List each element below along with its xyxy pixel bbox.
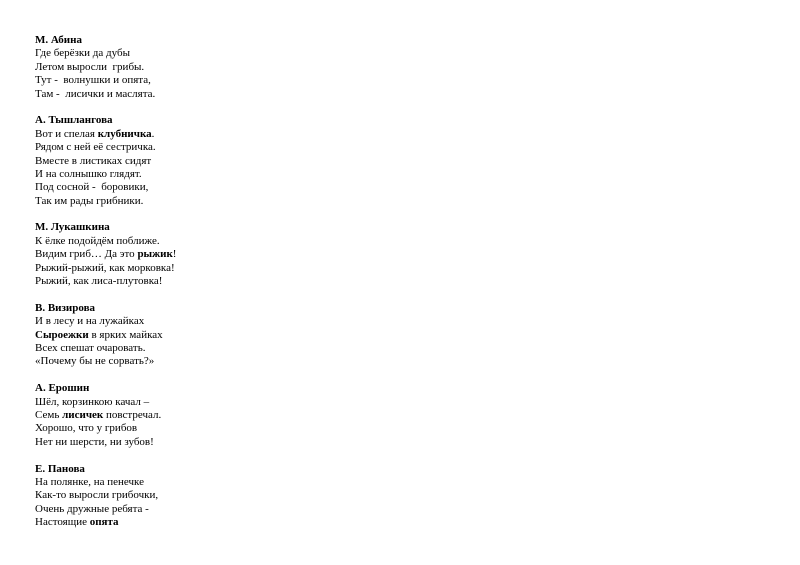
poem-stanza bbox=[35, 463, 435, 530]
poem-line bbox=[35, 195, 435, 208]
poem-text: Тут - волнушки и опята, bbox=[35, 74, 151, 87]
poem-line bbox=[35, 155, 435, 168]
poem-text: Рыжий, как лиса-плутовка! bbox=[35, 275, 163, 288]
poem-text: К ёлке подойдём поближе. bbox=[35, 234, 160, 247]
poem-line bbox=[35, 315, 435, 328]
poem-author: В. Визирова bbox=[35, 301, 96, 314]
poem-text: Всех спешат очаровать. bbox=[35, 341, 146, 354]
poem-stanza bbox=[35, 382, 435, 449]
poem-text: Летом выросли грибы. bbox=[35, 60, 145, 73]
poem-text: Настоящие bbox=[35, 516, 90, 529]
poem-line bbox=[35, 409, 435, 422]
poem-text: Нет ни шерсти, ни зубов! bbox=[35, 435, 154, 448]
poem-line bbox=[35, 181, 435, 194]
poem-author: М. Лукашкина bbox=[35, 221, 110, 234]
poem-text: «Почему бы не сорвать?» bbox=[35, 355, 155, 368]
poem-line bbox=[35, 476, 435, 489]
poem-line bbox=[35, 396, 435, 409]
poem-text: Как-то выросли грибочки, bbox=[35, 489, 159, 502]
poem-line bbox=[35, 47, 435, 60]
poem-line bbox=[35, 141, 435, 154]
poem-text: Видим гриб… Да это bbox=[35, 248, 138, 261]
poem-text: Там - лисички и маслята. bbox=[35, 87, 156, 100]
poem-author: М. Абина bbox=[35, 34, 82, 46]
poem-line bbox=[35, 422, 435, 435]
poem-text: Под сосной - боровики, bbox=[35, 181, 149, 194]
poem-text: Вместе в листиках сидят bbox=[35, 154, 152, 167]
poem-author: А. Тышлангова bbox=[35, 114, 113, 127]
poem-line bbox=[35, 355, 435, 368]
poem-line bbox=[35, 342, 435, 355]
poem-text: Шёл, корзинкою качал – bbox=[35, 395, 150, 408]
mushroom-name: опята bbox=[89, 516, 119, 529]
poem-text: в ярких майках bbox=[88, 328, 163, 341]
poem-text: Рядом с ней её сестричка. bbox=[35, 141, 156, 154]
poem-author: Е. Панова bbox=[35, 462, 85, 475]
poem-text: Семь bbox=[35, 408, 63, 421]
poem-text: И в лесу и на лужайках bbox=[35, 315, 145, 328]
poem-text: Где берёзки да дубы bbox=[35, 47, 130, 60]
poem-text: Вот и спелая bbox=[35, 127, 98, 140]
poem-line bbox=[35, 88, 435, 101]
poem-stanza bbox=[35, 221, 435, 288]
document-page bbox=[35, 34, 435, 543]
poem-line bbox=[35, 248, 435, 261]
poem-text: . bbox=[151, 127, 155, 140]
mushroom-name: клубничка bbox=[97, 127, 152, 140]
mushroom-name: рыжик bbox=[137, 248, 173, 261]
poem-text: На полянке, на пенечке bbox=[35, 475, 144, 488]
poem-line bbox=[35, 235, 435, 248]
poem-text: повстречал. bbox=[103, 408, 162, 421]
poem-line bbox=[35, 262, 435, 275]
poem-text: Хорошо, что у грибов bbox=[35, 422, 138, 435]
poem-line bbox=[35, 168, 435, 181]
poem-line bbox=[35, 503, 435, 516]
poem-line bbox=[35, 489, 435, 502]
poem-line bbox=[35, 74, 435, 87]
poem-author: А. Ерошин bbox=[35, 382, 90, 395]
mushroom-name: лисичек bbox=[62, 408, 104, 421]
mushroom-name: Сыроежки bbox=[35, 328, 89, 341]
poem-line bbox=[35, 436, 435, 449]
poem-text: ! bbox=[172, 248, 177, 261]
poem-text: Очень дружные ребята - bbox=[35, 502, 149, 515]
poem-text: Так им рады грибники. bbox=[35, 194, 144, 207]
poem-text: Рыжий-рыжий, как морковка! bbox=[35, 261, 175, 274]
poem-text: И на солнышко глядят. bbox=[35, 167, 142, 180]
poem-stanza bbox=[35, 34, 435, 101]
poem-line bbox=[35, 61, 435, 74]
poem-line bbox=[35, 275, 435, 288]
poem-line bbox=[35, 128, 435, 141]
poem-stanza bbox=[35, 114, 435, 208]
poem-line bbox=[35, 329, 435, 342]
poem-line bbox=[35, 516, 435, 529]
poem-stanza bbox=[35, 302, 435, 369]
